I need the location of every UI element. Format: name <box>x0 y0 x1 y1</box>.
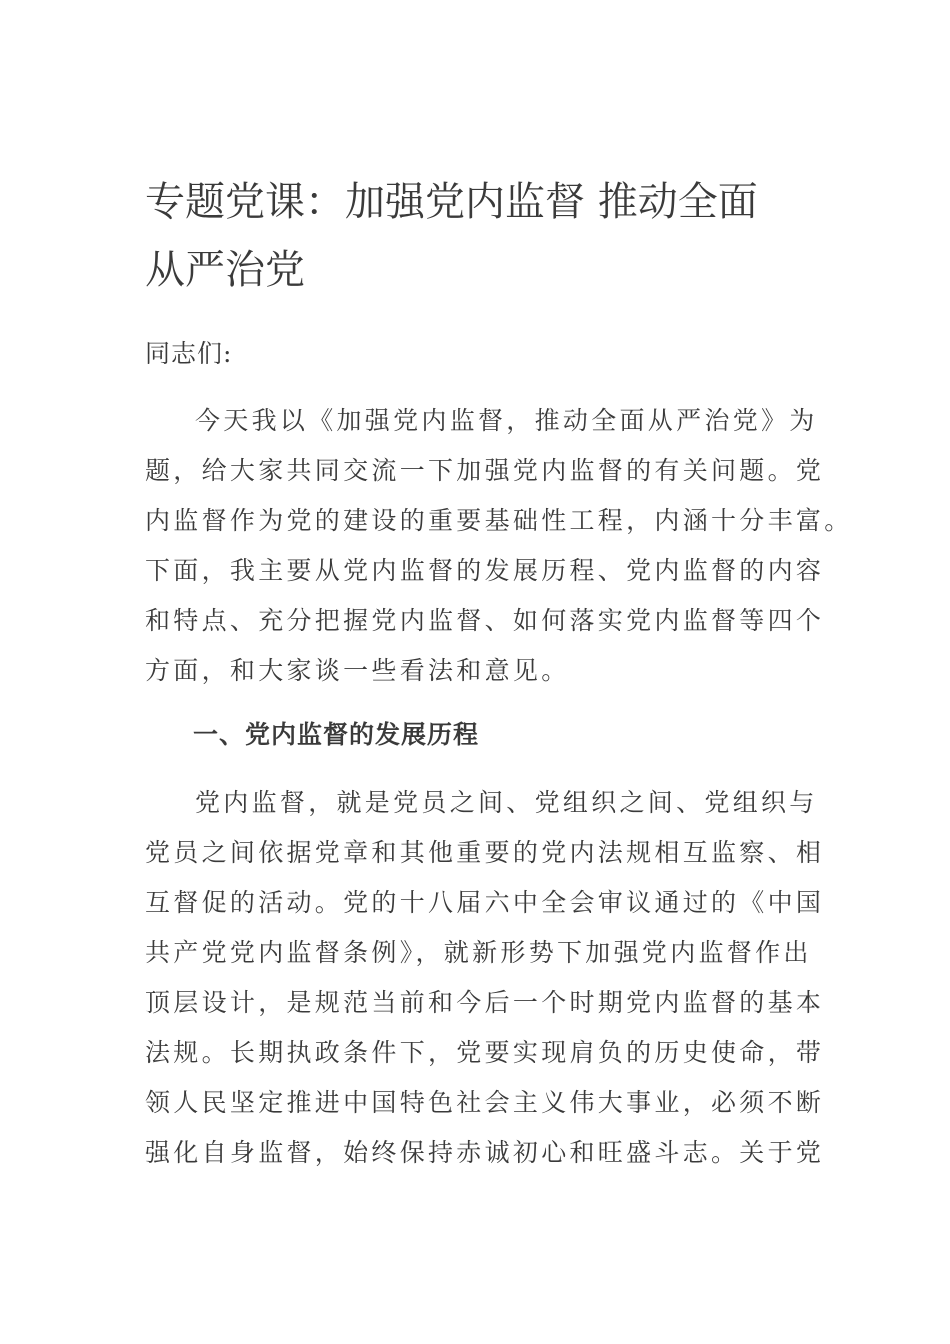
paragraph-line: 党内监督，就是党员之间、党组织之间、党组织与 <box>195 788 818 817</box>
paragraph-line: 顶层设计，是规范当前和今后一个时期党内监督的基本 <box>145 988 825 1017</box>
paragraph-line: 法规。长期执政条件下，党要实现肩负的历史使命，带 <box>145 1038 825 1067</box>
paragraph-line: 党员之间依据党章和其他重要的党内法规相互监察、相 <box>145 838 825 867</box>
paragraph-line: 共产党党内监督条例》，就新形势下加强党内监督作出 <box>145 938 812 967</box>
paragraph-line: 下面，我主要从党内监督的发展历程、党内监督的内容 <box>145 556 825 585</box>
paragraph-intro <box>145 396 853 696</box>
paragraph-line: 强化自身监督，始终保持赤诚初心和旺盛斗志。关于党 <box>145 1138 825 1167</box>
paragraph-line: 互督促的活动。党的十八届六中全会审议通过的《中国 <box>145 888 825 917</box>
paragraph-line: 和特点、充分把握党内监督、如何落实党内监督等四个 <box>145 606 825 635</box>
paragraph-line: 题，给大家共同交流一下加强党内监督的有关问题。党 <box>145 456 825 485</box>
paragraph-line: 内监督作为党的建设的重要基础性工程，内涵十分丰富。 <box>145 506 853 535</box>
paragraph-line: 今天我以《加强党内监督，推动全面从严治党》为 <box>195 406 818 435</box>
paragraph-section1 <box>145 778 825 1178</box>
document-title <box>145 168 815 304</box>
section-heading-1: 一、党内监督的发展历程 <box>193 720 480 749</box>
title-line: 从严治党 <box>145 247 305 293</box>
paragraph-line: 领人民坚定推进中国特色社会主义伟大事业，必须不断 <box>145 1088 825 1117</box>
salutation: 同志们: <box>145 339 233 368</box>
paragraph-line: 方面，和大家谈一些看法和意见。 <box>145 656 570 685</box>
title-line: 专题党课：加强党内监督 推动全面 <box>145 179 758 225</box>
